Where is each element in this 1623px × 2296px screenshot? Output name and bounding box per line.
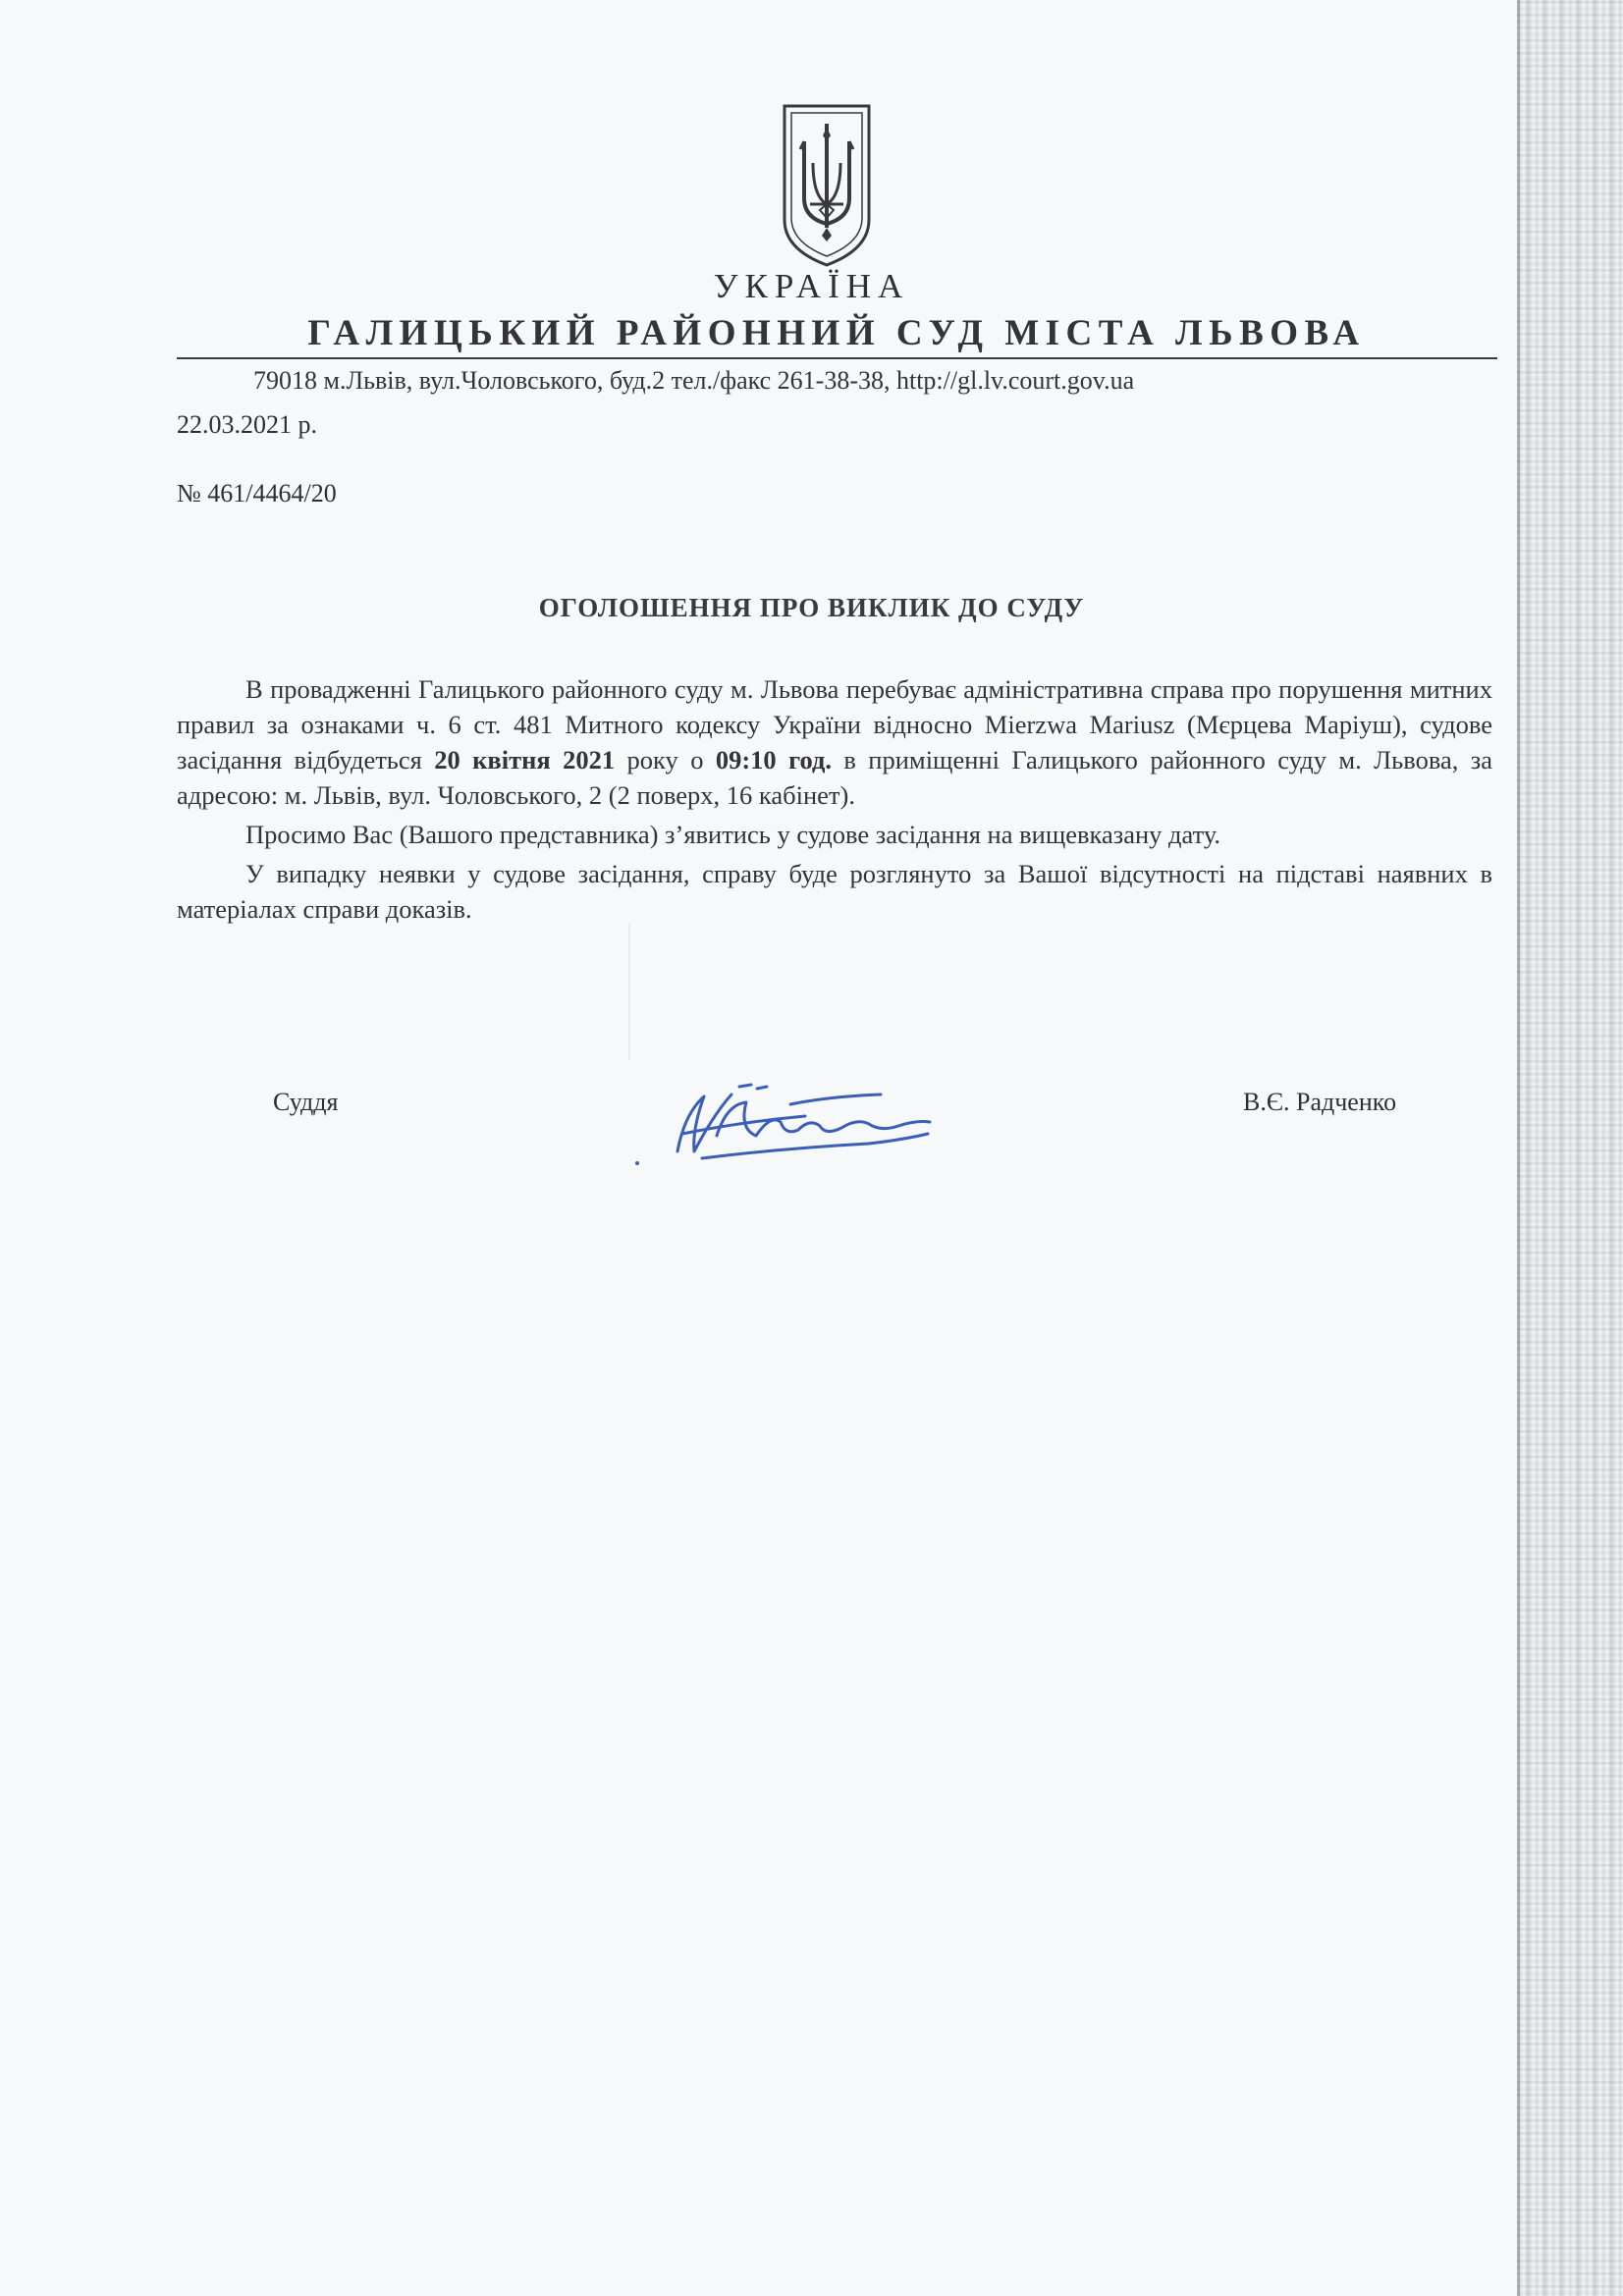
judge-name: В.Є. Радченко — [1243, 1088, 1397, 1116]
case-number: № 461/4464/20 — [177, 479, 337, 507]
paragraph-text: року о — [615, 745, 716, 774]
handwritten-signature-icon — [623, 1075, 947, 1168]
scan-edge-artifact — [1517, 0, 1623, 2296]
hearing-time: 09:10 год. — [715, 745, 832, 774]
court-name: ГАЛИЦЬКИЙ РАЙОННИЙ СУД МІСТА ЛЬВОВА — [307, 313, 1366, 353]
court-address: 79018 м.Львів, вул.Чоловського, буд.2 тел./факс 261-38-38, http://gl.lv.court.gov.ua — [253, 366, 1135, 395]
paragraph-text: в приміщенні Галицького районного суду м. Львова, за адресою: м. Львів, вул. Чоловського, 2 (2 поверх, 16 кабінет). — [177, 745, 1493, 810]
header-divider — [177, 357, 1497, 359]
hearing-date: 20 квітня 2021 — [434, 745, 616, 774]
judge-role: Суддя — [273, 1088, 339, 1116]
country-name: УКРАЇНА — [713, 267, 910, 305]
trident-coat-of-arms-icon — [781, 102, 873, 269]
paragraph-request: Просимо Вас (Вашого представника) з’явитись у судове засідання на вищевказану дату. — [245, 820, 1221, 849]
paragraph-hearing — [177, 671, 1492, 813]
document-date: 22.03.2021 р. — [177, 410, 317, 439]
document-title: ОГОЛОШЕННЯ ПРО ВИКЛИК ДО СУДУ — [538, 593, 1085, 622]
document-body — [177, 671, 1492, 927]
paragraph-text: В провадженні Галицького районного суду м. Львова перебуває адміністративна справа про порушення митних правил за ознаками ч. 6 ст. 481 Митного кодексу України відносно Mierzwa Mariusz (Мєрцева Маріуш), судове засідання відбудеться — [177, 674, 1492, 774]
paragraph-absence: У випадку неявки у судове засідання, справу буде розглянуто за Вашої відсутності на підставі наявних в матеріалах справи доказів. — [177, 859, 1492, 924]
scan-line-artifact — [628, 923, 630, 1060]
